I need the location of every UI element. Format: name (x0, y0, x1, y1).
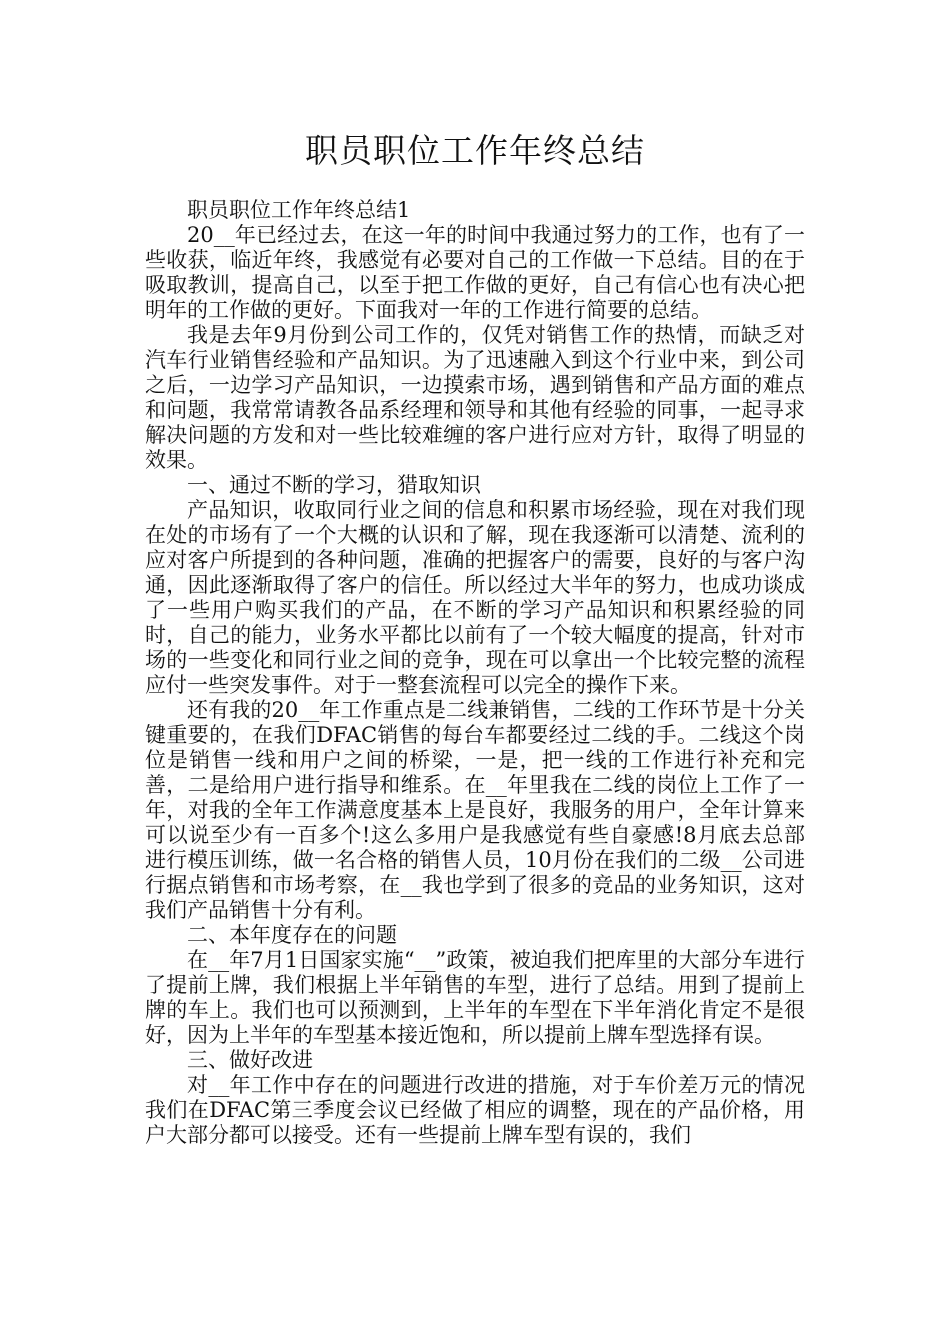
paragraph-problems: 在__年7月1日国家实施“__”政策，被迫我们把库里的大部分车进行了提前上牌，我们根据上半年销售的车型，进行了总结。用到了提前上牌的车上。我们也可以预测到，上半年的车型在下半年消化肯定不是很好，因为上半年的车型基本接近饱和，所以提前上牌车型选择有误。 (145, 948, 805, 1047)
document-page (145, 0, 805, 1148)
document-title: 职员职位工作年终总结 (305, 131, 645, 170)
section-heading-problems: 二、本年度存在的问题 (187, 923, 397, 947)
section-heading-learning: 一、通过不断的学习，猎取知识 (187, 473, 481, 497)
paragraph-second-line: 还有我的20__年工作重点是二线兼销售，二线的工作环节是十分关键重要的，在我们DFAC销售的每台车都要经过二线的手。二线这个岗位是销售一线和用户之间的桥梁，一是，把一线的工作进行补充和完善，二是给用户进行指导和维系。在__年里我在二线的岗位上工作了一年，对我的全年工作满意度基本上是良好，我服务的用户，全年计算来可以说至少有一百多个!这么多用户是我感觉有些自豪感!8月底去总部进行模压训练，做一名合格的销售人员，10月份在我们的二级__公司进行据点销售和市场考察，在__我也学到了很多的竞品的业务知识，这对我们产品销售十分有利。 (145, 698, 805, 922)
section-heading-improvement: 三、做好改进 (187, 1048, 313, 1072)
paragraph-improvement: 对__年工作中存在的问题进行改进的措施，对于车价差万元的情况我们在DFAC第三季度会议已经做了相应的调整，现在的产品价格，用户大部分都可以接受。还有一些提前上牌车型有误的，我们 (145, 1073, 805, 1147)
paragraph-intro: 20__年已经过去，在这一年的时间中我通过努力的工作，也有了一些收获，临近年终，我感觉有必要对自己的工作做一下总结。目的在于吸取教训，提高自己，以至于把工作做的更好，自己有信心也有决心把明年的工作做的更好。下面我对一年的工作进行简要的总结。 (145, 223, 805, 322)
document-body (145, 198, 805, 1148)
paragraph-learning: 产品知识，收取同行业之间的信息和积累市场经验，现在对我们现在处的市场有了一个大概的认识和了解，现在我逐渐可以清楚、流利的应对客户所提到的各种问题，准确的把握客户的需要，良好的与客户沟通，因此逐渐取得了客户的信任。所以经过大半年的努力，也成功谈成了一些用户购买我们的产品，在不断的学习产品知识和积累经验的同时，自己的能力，业务水平都比以前有了一个较大幅度的提高，针对市场的一些变化和同行业之间的竞争，现在可以拿出一个比较完整的流程应付一些突发事件。对于一整套流程可以完全的操作下来。 (145, 498, 805, 697)
paragraph-background: 我是去年9月份到公司工作的，仅凭对销售工作的热情，而缺乏对汽车行业销售经验和产品知识。为了迅速融入到这个行业中来，到公司之后，一边学习产品知识，一边摸索市场，遇到销售和产品方面的难点和问题，我常常请教各品系经理和领导和其他有经验的同事，一起寻求解决问题的方发和对一些比较难缠的客户进行应对方针，取得了明显的效果。 (145, 323, 805, 472)
paragraph-heading-1: 职员职位工作年终总结1 (187, 198, 411, 222)
